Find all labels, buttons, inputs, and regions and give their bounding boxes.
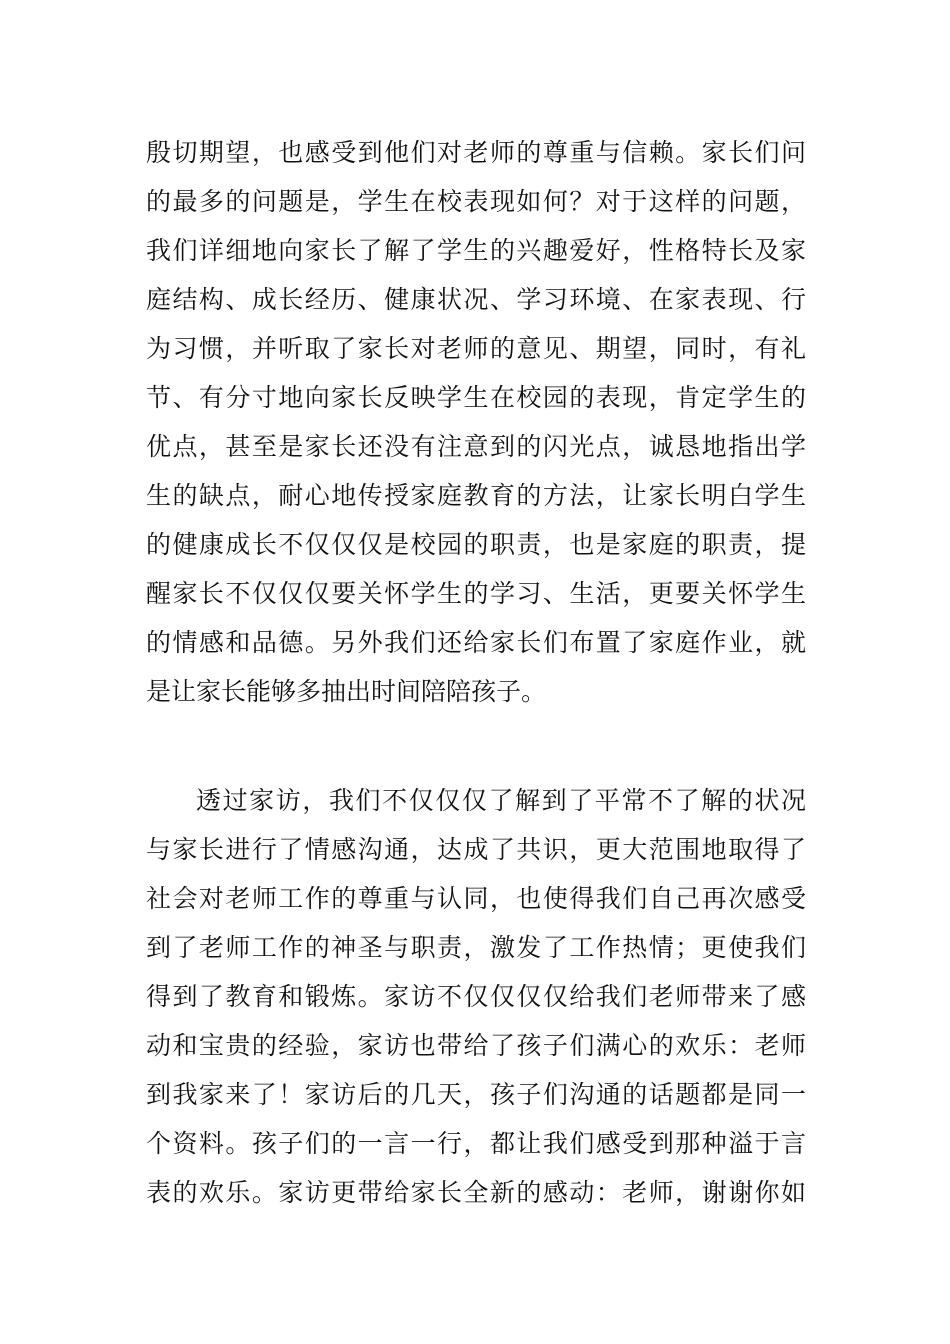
paragraph-line: 的最多的问题是，学生在校表现如何？对于这样的问题， (146, 187, 806, 216)
paragraph-line: 个资料。孩子们的一言一行，都让我们感受到那种溢于言 (146, 1129, 806, 1158)
paragraph-line: 动和宝贵的经验，家访也带给了孩子们满心的欢乐：老师 (146, 1031, 806, 1060)
paragraph-line: 社会对老师工作的尊重与认同，也使得我们自己再次感受 (146, 884, 806, 913)
paragraph-2 (146, 776, 806, 1217)
paragraph-line: 优点，甚至是家长还没有注意到的闪光点，诚恳地指出学 (146, 432, 806, 461)
paragraph-line: 表的欢乐。家访更带给家长全新的感动：老师，谢谢你如 (146, 1178, 806, 1207)
paragraph-line: 得到了教育和锻炼。家访不仅仅仅仅给我们老师带来了感 (146, 982, 806, 1011)
paragraph-line: 生的缺点，耐心地传授家庭教育的方法，让家长明白学生 (146, 481, 806, 510)
paragraph-1 (146, 128, 806, 716)
paragraph-line: 是让家长能够多抽出时间陪陪孩子。 (146, 677, 547, 706)
paragraph-line: 为习惯，并听取了家长对老师的意见、期望，同时，有礼 (146, 334, 806, 363)
paragraph-line: 与家长进行了情感沟通，达成了共识，更大范围地取得了 (146, 835, 806, 864)
paragraph-line: 我们详细地向家长了解了学生的兴趣爱好，性格特长及家 (146, 236, 806, 265)
paragraph-line: 殷切期望，也感受到他们对老师的尊重与信赖。家长们问 (146, 138, 806, 167)
paragraph-line: 节、有分寸地向家长反映学生在校园的表现，肯定学生的 (146, 383, 806, 412)
paragraph-line: 到了老师工作的神圣与职责，激发了工作热情；更使我们 (146, 933, 806, 962)
paragraph-line: 到我家来了！家访后的几天，孩子们沟通的话题都是同一 (146, 1080, 806, 1109)
paragraph-line: 的情感和品德。另外我们还给家长们布置了家庭作业，就 (146, 628, 806, 657)
paragraph-line: 透过家访，我们不仅仅仅了解到了平常不了解的状况 (196, 786, 806, 815)
paragraph-line: 的健康成长不仅仅仅是校园的职责，也是家庭的职责，提 (146, 530, 806, 559)
paragraph-line: 庭结构、成长经历、健康状况、学习环境、在家表现、行 (146, 285, 806, 314)
paragraph-line: 醒家长不仅仅仅要关怀学生的学习、生活，更要关怀学生 (146, 579, 806, 608)
